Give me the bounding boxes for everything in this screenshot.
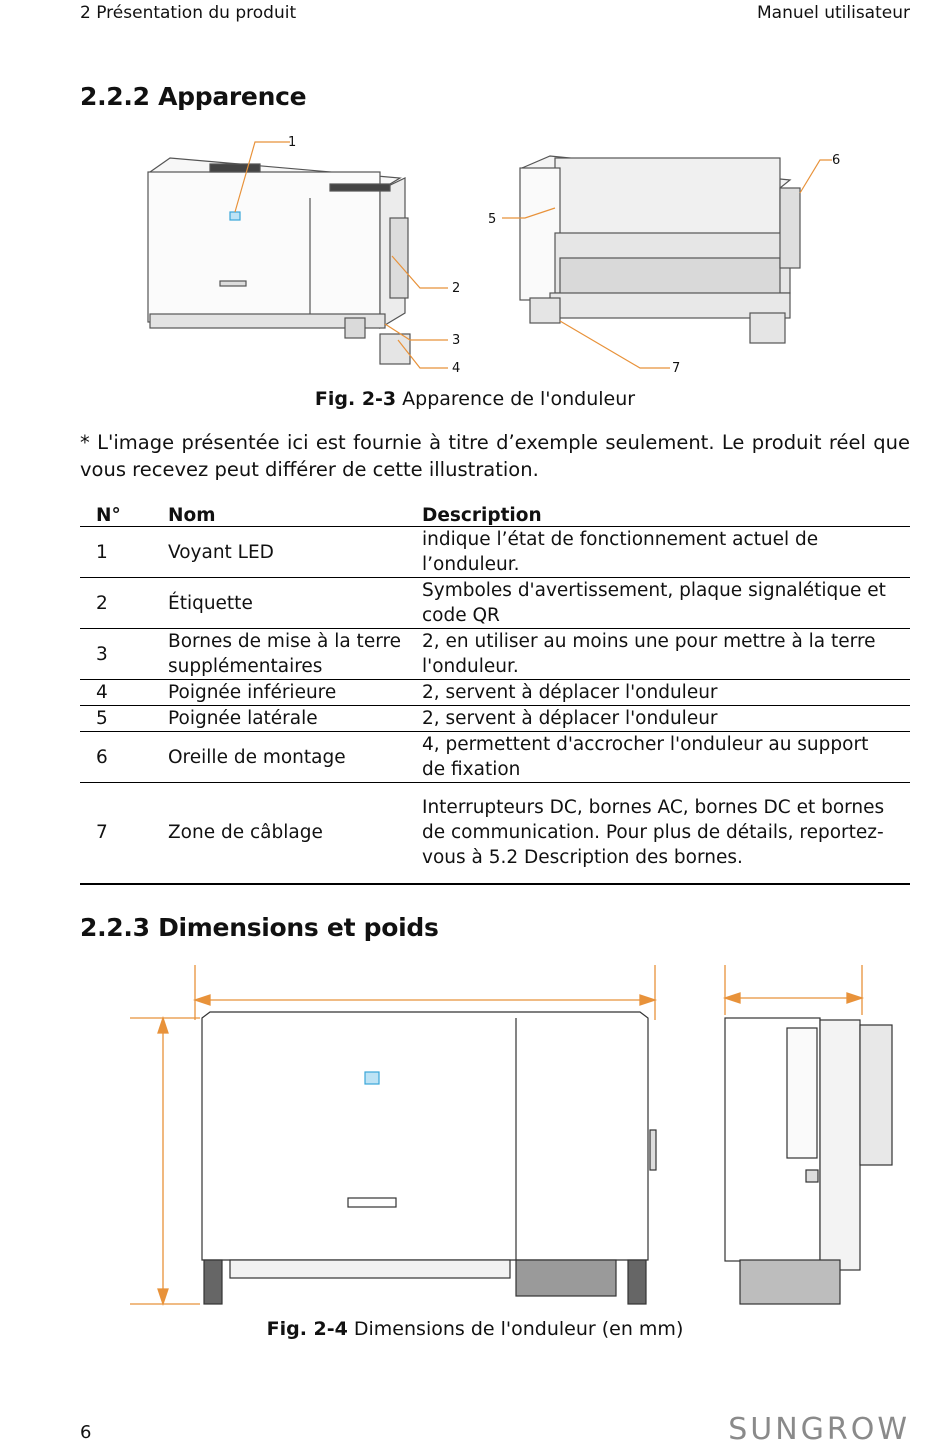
figure-caption-2-4 [0, 1318, 950, 1340]
callout-7: 7 [672, 361, 681, 376]
cell-no: 3 [80, 629, 162, 680]
cell-no: 5 [80, 706, 162, 732]
cell-nom: Zone de câblage [162, 783, 416, 884]
table-row [80, 629, 910, 680]
callout-3: 3 [452, 333, 461, 348]
cell-no: 6 [80, 732, 162, 783]
header-manual-title: Manuel utilisateur [757, 3, 910, 23]
table-row [80, 783, 910, 884]
table-row [80, 706, 910, 732]
cell-description: Interrupteurs DC, bornes AC, bornes DC et bornes de communication. Pour plus de détails, reportez-vous à 5.2 Description des bornes. [416, 783, 910, 884]
table-row [80, 578, 910, 629]
cell-no: 1 [80, 527, 162, 578]
cell-no: 4 [80, 680, 162, 706]
cell-nom: Poignée latérale [162, 706, 416, 732]
inverter-rear-view [520, 156, 800, 343]
col-header-description: Description [416, 500, 910, 527]
figure-label: Fig. 2-3 [314, 388, 397, 410]
figure-caption-text: Apparence de l'onduleur [402, 388, 636, 410]
callout-2: 2 [452, 281, 461, 296]
callout-4: 4 [452, 361, 461, 376]
cell-description: Symboles d'avertissement, plaque signalétique et code QR [416, 578, 910, 629]
table-row [80, 680, 910, 706]
cell-description: 2, servent à déplacer l'onduleur [416, 706, 910, 732]
figure-caption-text: Dimensions de l'onduleur (en mm) [353, 1318, 684, 1340]
col-header-no: N° [80, 500, 162, 527]
sungrow-logo: SUNGROW [728, 1412, 910, 1447]
illustration-note: * L'image présentée ici est fournie à titre d’exemple seulement. Le produit réel que vous recevez peut différer de cette illustration. [80, 431, 910, 481]
cell-nom: Étiquette [162, 578, 416, 629]
cell-description: 2, en utiliser au moins une pour mettre à la terre l'onduleur. [416, 629, 910, 680]
cell-nom: Bornes de mise à la terre supplémentaires [162, 629, 416, 680]
table-row [80, 527, 910, 578]
col-header-nom: Nom [162, 500, 416, 527]
components-table [80, 500, 910, 885]
inverter-appearance-figure [130, 128, 850, 378]
cell-description: indique l’état de fonctionnement actuel de l’onduleur. [416, 527, 910, 578]
cell-description: 4, permettent d'accrocher l'onduleur au support de fixation [416, 732, 910, 783]
callout-6: 6 [832, 153, 841, 168]
section-title-dimensions: 2.2.3 Dimensions et poids [80, 913, 439, 942]
header-chapter: 2 Présentation du produit [80, 3, 297, 23]
cell-nom: Oreille de montage [162, 732, 416, 783]
inverter-front-view [148, 158, 410, 364]
page-number: 6 [80, 1422, 92, 1443]
inverter-dimensions-figure [120, 960, 930, 1310]
table-row [80, 732, 910, 783]
figure-caption-2-3 [0, 388, 950, 410]
inverter-side-outline [725, 1018, 892, 1304]
cell-no: 2 [80, 578, 162, 629]
figure-label: Fig. 2-4 [266, 1318, 348, 1340]
cell-nom: Poignée inférieure [162, 680, 416, 706]
section-title-apparence: 2.2.2 Apparence [80, 82, 307, 111]
callout-1: 1 [288, 135, 297, 150]
cell-description: 2, servent à déplacer l'onduleur [416, 680, 910, 706]
inverter-front-outline [202, 1012, 656, 1304]
cell-no: 7 [80, 783, 162, 884]
cell-nom: Voyant LED [162, 527, 416, 578]
callout-5: 5 [488, 212, 497, 227]
